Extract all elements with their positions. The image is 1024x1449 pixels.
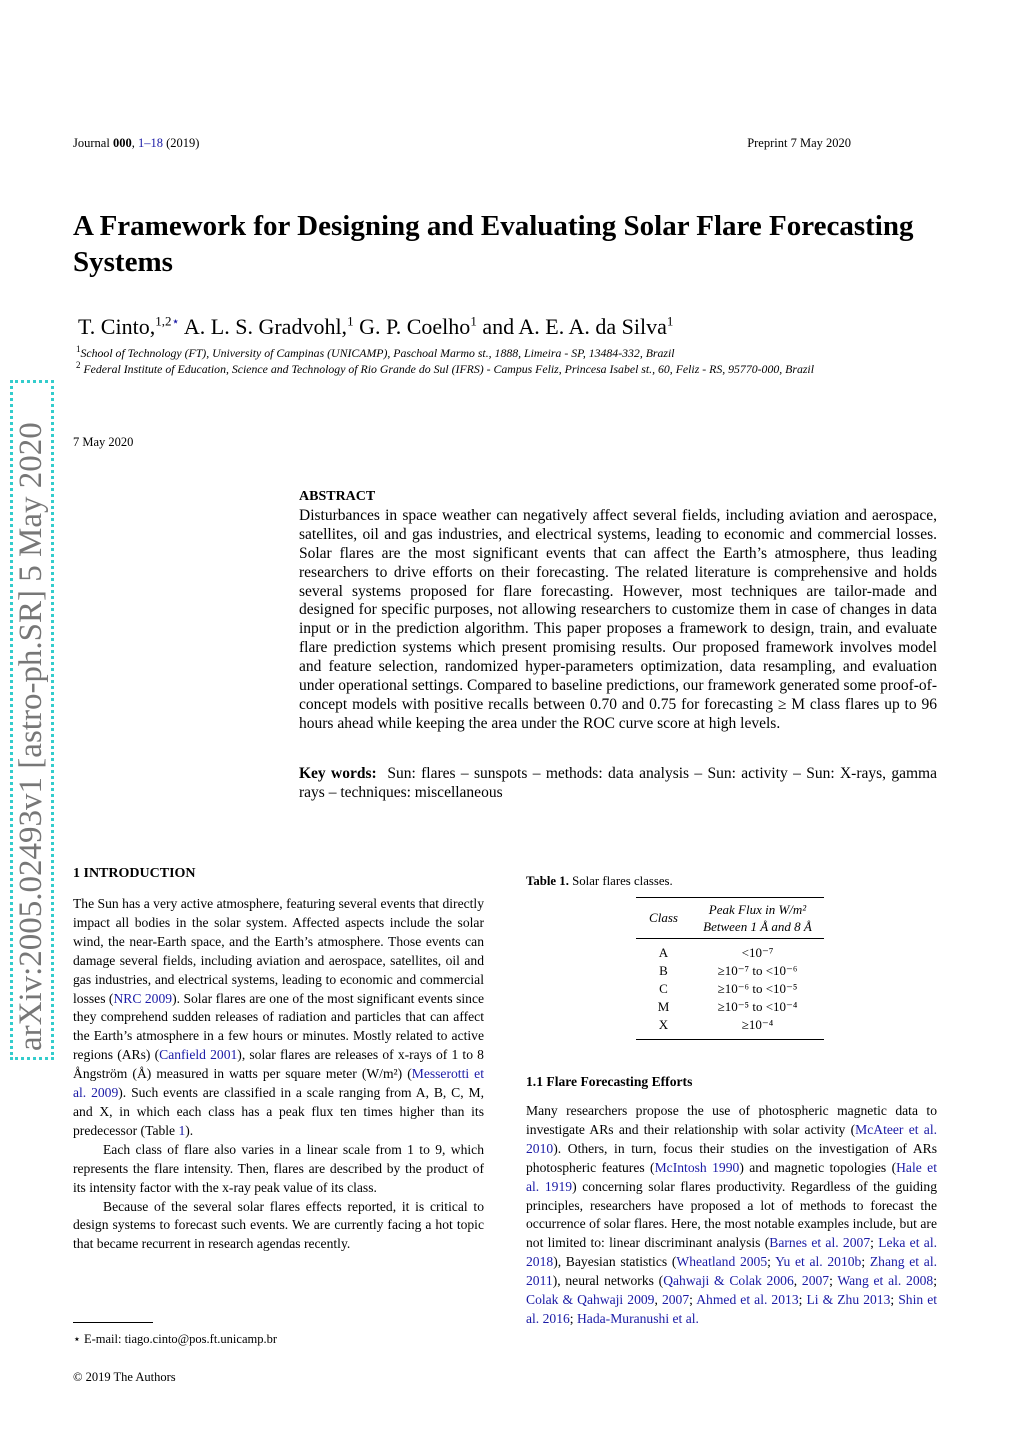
table-header-flux-line2: Between 1 Å and 8 Å [703, 919, 812, 934]
journal-volume: 000 [112, 136, 132, 150]
abstract-text: Disturbances in space weather can negatively affect several fields, including aviation and aerospace, satellites, oil and gas industries, and electrical systems, leading to economic and commercial losses. Solar flares are the most significant events that can affect the Earth’s atmosphere, thus leading researchers to drive efforts on their forecasting. The related literature is comprehensive and holds several systems proposed for flare forecasting. However, most techniques are tailor-made and designed for specific purposes, not allowing researchers to customize them in case of changes in data input or in the prediction algorithm. This paper proposes a framework to design, train, and evaluate flare prediction systems which present promising results. Our proposed framework involves model and feature selection, randomized hyper-parameters optimization, data resampling, and evaluation under operational settings. Compared to baseline predictions, our framework generated some proof-of-concept models with positive recalls between 0.70 and 0.75 for forecasting ≥ M class flares up to 96 hours ahead while keeping the area under the ROC curve score at high levels. [299, 506, 937, 732]
table-caption-label: Table 1. [526, 874, 569, 888]
author-affil-mark: 1,2 [155, 313, 172, 329]
text-run: ; [933, 1273, 938, 1289]
copyright-notice: © 2019 The Authors [73, 1370, 176, 1384]
citation-link[interactable]: McAteer et al. 2010 [526, 1121, 938, 1156]
citation-link[interactable]: 2007 [801, 1273, 830, 1289]
table-cell-class: X [658, 1017, 669, 1032]
citation-link[interactable]: McIntosh 1990 [654, 1159, 740, 1175]
text-run: ; [689, 1292, 697, 1308]
table-header-flux-line1: Peak Flux in W/m² [708, 902, 807, 917]
text-run: ), neural networks ( [552, 1273, 664, 1289]
text-run: ; [798, 1292, 807, 1308]
author-name: A. L. S. Gradvohl, [183, 314, 348, 339]
citation-link[interactable]: Li & Zhu 2013 [806, 1292, 891, 1308]
affiliation-number: 1 [76, 344, 81, 354]
text-run: ; [569, 1310, 577, 1326]
citation-link[interactable]: Leka et al. 2018 [526, 1235, 937, 1270]
table-cell-class: C [659, 981, 668, 996]
citation-link[interactable]: Wheatland 2005 [676, 1254, 768, 1270]
footnote-email: ⋆ E-mail: tiago.cinto@pos.ft.unicamp.br [73, 1332, 278, 1346]
table-cell-flux: ≥10⁻⁵ to <10⁻⁴ [717, 999, 798, 1014]
table-row [636, 1016, 824, 1040]
author-list [78, 314, 673, 340]
table-row [636, 980, 824, 998]
table-row [636, 944, 824, 962]
text-run: ; [861, 1254, 870, 1270]
text-run: ) and magnetic topologies ( [739, 1159, 897, 1175]
table-row [636, 998, 824, 1016]
citation-link[interactable]: Qahwaji & Colak 2006 [663, 1273, 794, 1289]
citation-link[interactable]: Ahmed et al. 2013 [696, 1292, 799, 1308]
text-run: ). [185, 1122, 194, 1138]
paper-date: 7 May 2020 [73, 435, 134, 449]
journal-year: (2019) [166, 136, 200, 150]
text-run: ), solar flares are releases of x-rays of 1 to 8 Ångström (Å) measured in watts per square meter (W/m²) ( [73, 1047, 484, 1082]
citation-link[interactable]: Hada-Muranushi et al. [576, 1310, 699, 1326]
abstract-heading: ABSTRACT [299, 489, 376, 504]
text-run: ; [829, 1273, 838, 1289]
table-cell-class: M [657, 999, 670, 1014]
table-cell-class: B [659, 963, 668, 978]
table-header-flux [691, 898, 824, 939]
intro-paragraph-1 [73, 895, 484, 1141]
citation-link[interactable]: Colak & Qahwaji 2009 [526, 1292, 655, 1308]
table-caption-text: Solar flares classes. [572, 874, 673, 888]
table-cell-flux: ≥10⁻⁴ [741, 1017, 774, 1032]
citation-link[interactable]: Hale et al. 1919 [526, 1159, 937, 1194]
table-cell-flux: <10⁻⁷ [741, 945, 774, 960]
intro-paragraph-3: Because of the several solar flares effects reported, it is critical to design systems to forecast such events. We are currently facing a hot topic that became recurrent in research agendas recently. [73, 1198, 484, 1252]
table-cell-flux: ≥10⁻⁷ to <10⁻⁶ [717, 963, 798, 978]
subsection-heading: 1.1 Flare Forecasting Efforts [526, 1074, 693, 1089]
author-name: A. E. A. da Silva [518, 314, 667, 339]
citation-link[interactable]: Barnes et al. 2007 [769, 1235, 871, 1251]
author-conjunction: and [482, 314, 515, 339]
text-run: ). Solar flares are one of the most significant events since they comprehend sudden releases of radiation and particles that can affect the Earth’s atmosphere in a few hours or minutes. Mostly related to active regions (ARs) ( [73, 990, 485, 1063]
citation-link[interactable]: Canfield 2001 [159, 1047, 238, 1063]
footnote-divider [73, 1322, 153, 1323]
table-ref-link[interactable]: 1 [178, 1122, 186, 1138]
paper-title: A Framework for Designing and Evaluating Solar Flare Forecasting Systems [73, 210, 914, 278]
keywords-label: Key words: [299, 765, 377, 782]
text-run: , [793, 1273, 802, 1289]
table-caption [526, 874, 673, 889]
text-run: ) concerning solar flares productivity. Regardless of the guiding principles, researchers have proposed a lot of methods to forecast the occurrence of solar flares. Here, the most notable examples include, but are not limited to: linear discriminant analysis ( [526, 1178, 937, 1251]
table-header-class: Class [649, 910, 678, 925]
abstract-block [299, 488, 937, 734]
introduction-heading: 1 INTRODUCTION [73, 866, 196, 881]
citation-link[interactable]: NRC 2009 [113, 990, 173, 1006]
affiliation-text: Federal Institute of Education, Science and Technology of Rio Grande do Sul (IFRS) - Campus Feliz, Princesa Isabel st., 60, Feliz - RS, 95770-000, Brazil [83, 361, 814, 376]
text-run: ; [767, 1254, 776, 1270]
text-run: Many researchers propose the use of photospheric magnetic data to investigate ARs and their relationship with solar activity ( [526, 1103, 937, 1137]
affiliation-number: 2 [76, 360, 81, 370]
citation-link[interactable]: Zhang et al. 2011 [526, 1254, 937, 1289]
keywords-block [299, 764, 937, 802]
text-run: ; [890, 1292, 899, 1308]
introduction-body [73, 895, 484, 1254]
preprint-date: Preprint 7 May 2020 [747, 136, 851, 150]
journal-name: Journal [73, 136, 110, 150]
text-run: , [654, 1292, 662, 1308]
subsection-body [526, 1102, 937, 1329]
table-cell-flux: ≥10⁻⁶ to <10⁻⁵ [717, 981, 798, 996]
text-run: ). Others, in turn, focus their studies on the investigation of ARs photospheric features ( [526, 1140, 937, 1175]
citation-link[interactable]: Shin et al. 2016 [526, 1292, 938, 1326]
text-run: ), Bayesian statistics ( [553, 1254, 677, 1270]
author-name: T. Cinto, [78, 314, 156, 339]
citation-link[interactable]: 2007 [661, 1292, 690, 1308]
journal-header: Journal 000, 1–18 (2019) [73, 136, 200, 150]
keywords-text: Sun: flares – sunspots – methods: data analysis – Sun: activity – Sun: X-rays, gamma rays – techniques: miscellaneous [299, 765, 937, 801]
table-row [636, 962, 824, 980]
table-cell-class: A [658, 945, 669, 960]
affiliation-text: School of Technology (FT), University of Campinas (UNICAMP), Paschoal Marmo st., 1888, Limeira - SP, 13484-332, Brazil [80, 345, 675, 360]
text-run: ; [870, 1235, 879, 1251]
affiliation-1 [76, 344, 956, 361]
intro-paragraph-2: Each class of flare also varies in a linear scale from 1 to 9, which represents the flare intensity. Then, flares are described by the product of its intensity factor with the x-ray peak value of its class. [73, 1141, 484, 1195]
author-affil-mark: 1 [470, 313, 477, 329]
citation-link[interactable]: Wang et al. 2008 [837, 1273, 934, 1289]
author-name: G. P. Coelho [359, 314, 471, 339]
arxiv-stamp[interactable]: arXiv:2005.02493v1 [astro-ph.SR] 5 May 2020 [10, 380, 54, 1060]
corresponding-author-star[interactable]: ⋆ [171, 313, 180, 329]
affiliation-2 [76, 360, 956, 377]
author-affil-mark: 1 [666, 313, 674, 329]
citation-link[interactable]: Messerotti et al. 2009 [73, 1066, 484, 1101]
flare-class-table [636, 897, 824, 1040]
citation-link[interactable]: Yu et al. 2010b [775, 1254, 862, 1270]
text-run: The Sun has a very active atmosphere, featuring several events that directly impact all bodies in the solar system. Affected aspects include the solar wind, the near-Earth space, and the Earth’s atmosphere. Those events can damage several fields, including aviation and aerospace, satellites, oil and gas industries, and electrical systems, leading to economic and commercial losses ( [73, 896, 484, 1006]
author-affil-mark: 1 [347, 313, 354, 329]
text-run: ). Such events are classified in a scale ranging from A, B, C, M, and X, in which each class has a peak flux ten times higher than its predecessor (Table [73, 1085, 485, 1138]
pages-link[interactable]: 1–18 [137, 136, 163, 150]
